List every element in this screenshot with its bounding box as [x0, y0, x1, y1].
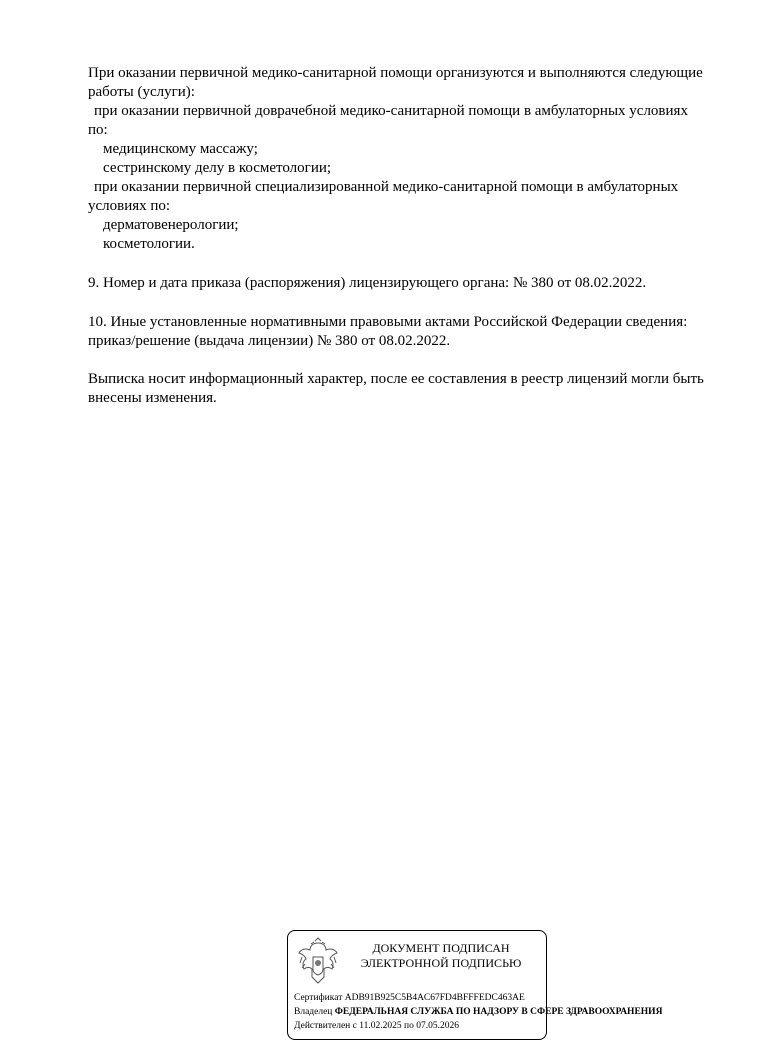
- certificate-label: Сертификат: [294, 993, 343, 1003]
- valid-from: 11.02.2025: [359, 1021, 402, 1031]
- group2-item: косметологии.: [103, 236, 195, 252]
- valid-to: 07.05.2026: [416, 1021, 459, 1031]
- services-section: [88, 64, 748, 254]
- note-line-1: Выписка носит информационный характер, после ее составления в реестр лицензий могли быть: [88, 371, 704, 387]
- group2-heading: при оказании первичной специализированной медико-санитарной помощи в амбулаторных: [94, 179, 679, 195]
- group1-item: сестринскому делу в косметологии;: [103, 160, 332, 176]
- group1-item: медицинскому массажу;: [103, 141, 258, 157]
- owner-label: Владелец: [294, 1007, 333, 1017]
- item-10-line-2: приказ/решение (выдача лицензии) № 380 от 08.02.2022.: [88, 333, 451, 349]
- group2-item: дерматовенерологии;: [103, 217, 239, 233]
- services-intro-cont: работы (услуги):: [88, 84, 195, 100]
- group1-heading-cont: по:: [88, 122, 108, 138]
- item-9-text: 9. Номер и дата приказа (распоряжения) лицензирующего органа: № 380 от 08.02.2022.: [88, 275, 647, 291]
- services-intro: При оказании первичной медико-санитарной помощи организуются и выполняются следующие: [88, 65, 703, 81]
- certificate-value: ADB91B925C5B4AC67FD4BFFFEDC463AE: [344, 993, 525, 1003]
- stamp-title-line-1: ДОКУМЕНТ ПОДПИСАН: [372, 941, 510, 955]
- owner-value: ФЕДЕРАЛЬНАЯ СЛУЖБА ПО НАДЗОРУ В СФЕРЕ ЗДРАВООХРАНЕНИЯ: [334, 1007, 663, 1017]
- owner-line: [294, 1006, 662, 1018]
- group1-heading: при оказании первичной доврачебной медико-санитарной помощи в амбулаторных условиях: [94, 103, 688, 119]
- e-signature-stamp: [287, 930, 663, 1040]
- stamp-title: [346, 941, 536, 971]
- coat-of-arms-icon: [296, 937, 340, 987]
- certificate-line: [294, 992, 525, 1004]
- item-10-line-1: 10. Иные установленные нормативными правовыми актами Российской Федерации сведения:: [88, 314, 688, 330]
- valid-to-label: по: [404, 1021, 414, 1031]
- disclaimer-note: [88, 370, 748, 408]
- validity-line: [294, 1020, 459, 1032]
- note-line-2: внесены изменения.: [88, 390, 217, 406]
- item-9: [88, 274, 748, 293]
- item-10: [88, 313, 748, 351]
- stamp-title-line-2: ЭЛЕКТРОННОЙ ПОДПИСЬЮ: [360, 956, 522, 970]
- group2-heading-cont: условиях по:: [88, 198, 171, 214]
- valid-label: Действителен с: [294, 1021, 357, 1031]
